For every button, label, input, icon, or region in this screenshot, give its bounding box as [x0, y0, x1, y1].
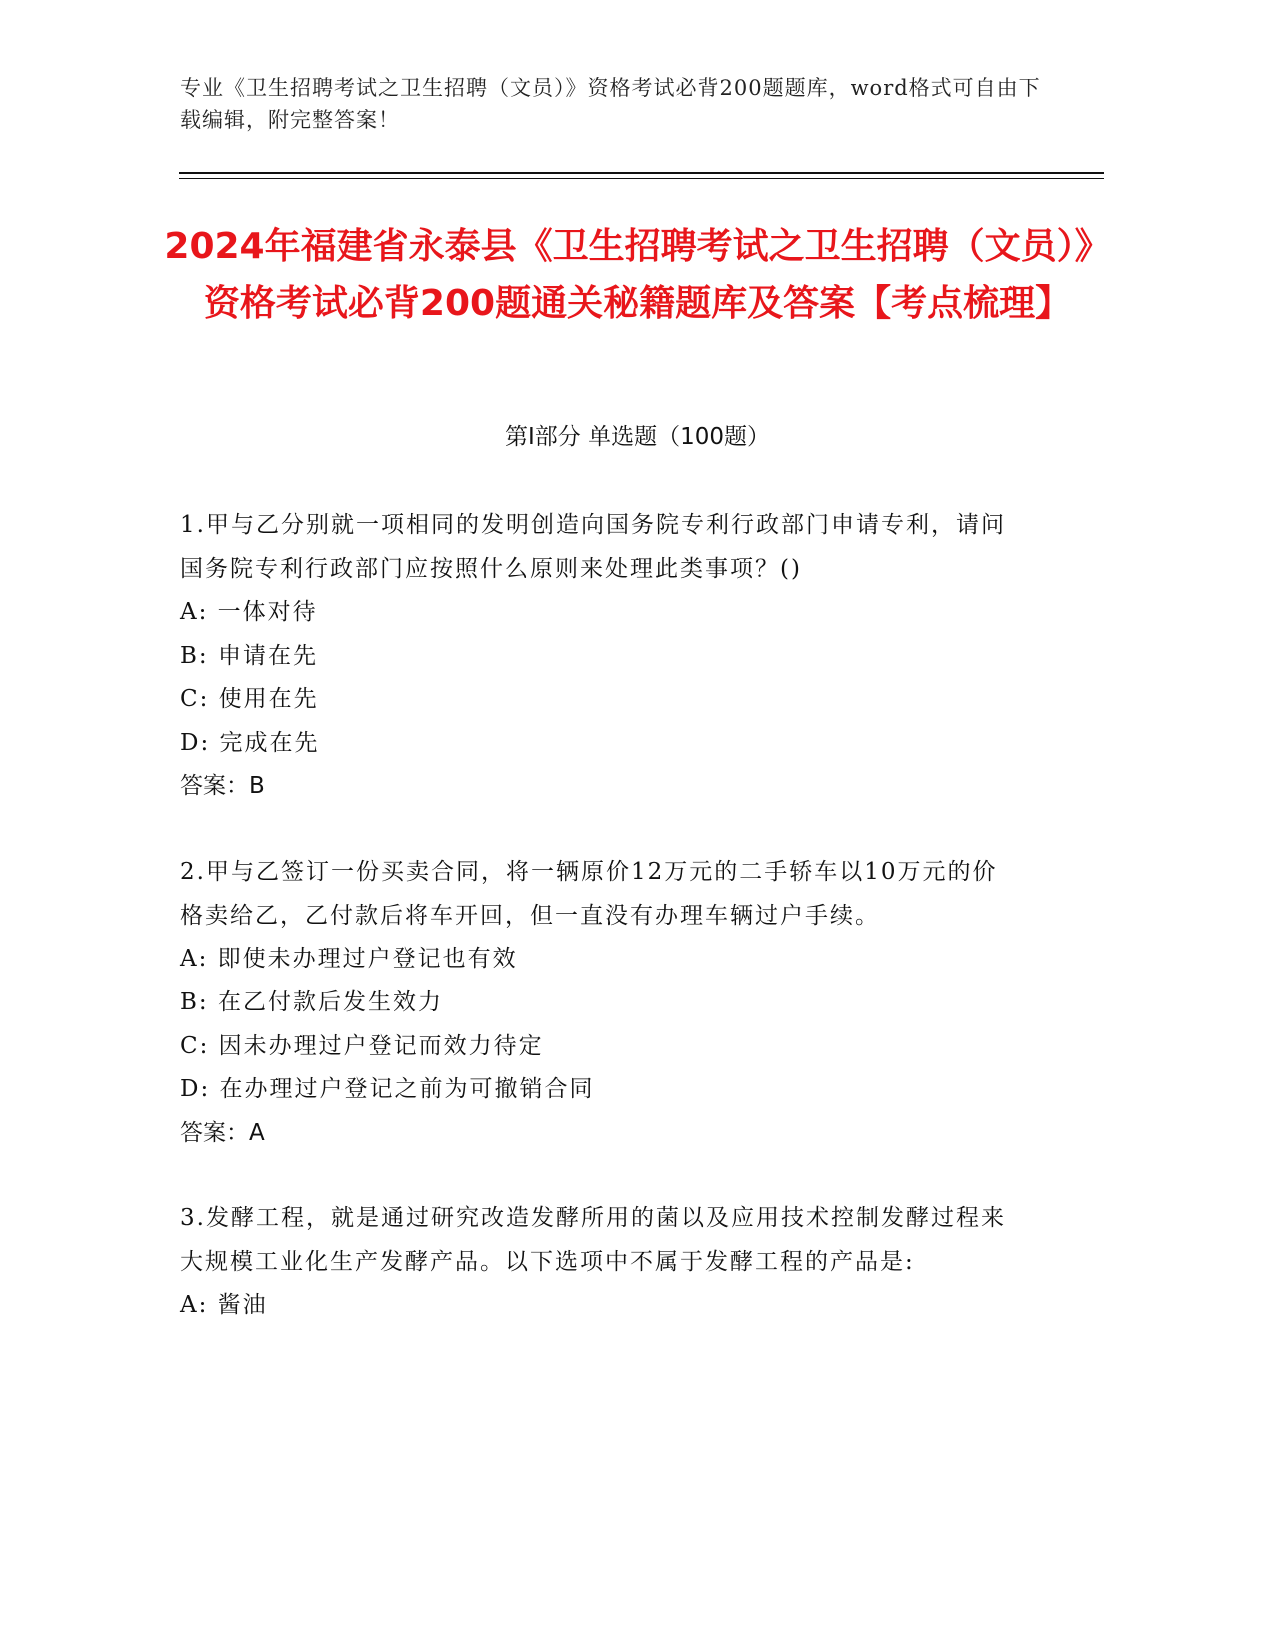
option-d: D: 在办理过户登记之前为可撤销合同	[180, 1076, 595, 1102]
answer: 答案：B	[180, 773, 265, 799]
section-heading: 第I部分 单选题（100题）	[505, 424, 770, 450]
question-1	[180, 503, 1015, 809]
question-stem: 3.发酵工程，就是通过研究改造发酵所用的菌以及应用技术控制发酵过程来大规模工业化生产发酵产品。以下选项中不属于发酵工程的产品是:	[180, 1205, 1006, 1275]
option-b: B: 在乙付款后发生效力	[180, 989, 443, 1015]
header-divider-thick	[179, 172, 1104, 174]
question-3	[180, 1196, 1015, 1328]
option-c: C: 使用在先	[180, 686, 319, 712]
question-stem: 2.甲与乙签订一份买卖合同，将一辆原价12万元的二手轿车以10万元的价格卖给乙，乙付款后将车开回，但一直没有办理车辆过户手续。	[180, 858, 998, 929]
option-a: A: 一体对待	[180, 599, 318, 625]
document-title: 2024年福建省永泰县《卫生招聘考试之卫生招聘（文员）》资格考试必背200题通关秘籍题库及答案【考点梳理】	[164, 226, 1111, 324]
option-c: C: 因未办理过户登记而效力待定	[180, 1032, 544, 1059]
question-stem: 1.甲与乙分别就一项相同的发明创造向国务院专利行政部门申请专利，请问国务院专利行政部门应按照什么原则来处理此类事项？()	[180, 512, 1006, 582]
question-list	[180, 503, 1015, 1369]
header-note: 专业《卫生招聘考试之卫生招聘（文员）》资格考试必背200题题库，word格式可自由下载编辑，附完整答案！	[180, 76, 1041, 132]
question-2	[180, 850, 1015, 1156]
option-a: A: 酱油	[180, 1292, 268, 1318]
option-a: A: 即使未办理过户登记也有效	[180, 945, 518, 972]
header-divider-thin	[179, 178, 1104, 179]
option-b: B: 申请在先	[180, 642, 318, 669]
option-d: D: 完成在先	[180, 729, 320, 756]
answer: 答案：A	[180, 1119, 265, 1146]
